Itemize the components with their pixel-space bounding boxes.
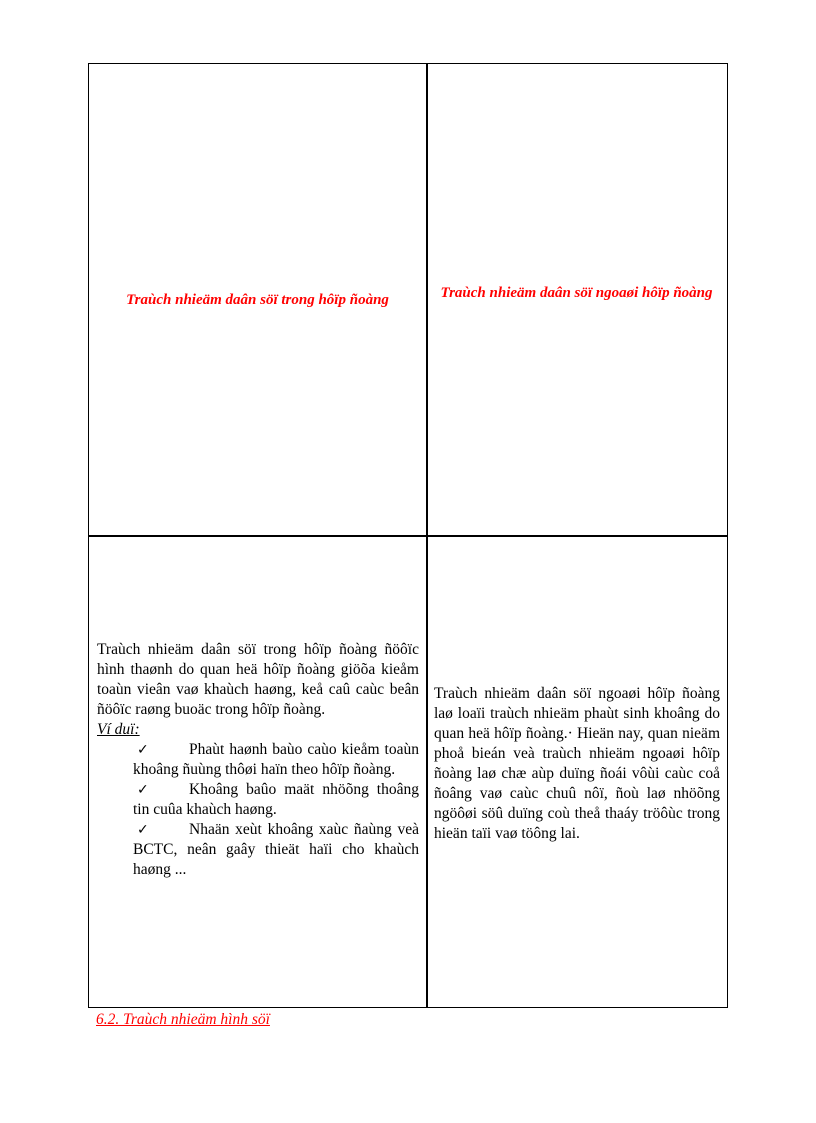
list-item-text: Phaùt haønh baùo caùo kieåm toaùn khoâng ñuùng thôøi haïn theo hôïp ñoàng. [133, 741, 419, 778]
list-item [133, 820, 419, 880]
header-cell-right [439, 64, 714, 535]
table-row-divider [89, 535, 727, 537]
list-item [133, 780, 419, 820]
list-item-text: Nhaän xeùt khoâng xaùc ñaùng veà BCTC, neân gaây thieät haïi cho khaùch haøng ... [133, 821, 419, 878]
section-heading-link[interactable]: 6.2. Traùch nhieäm hình söï [96, 1011, 270, 1028]
checkmark-icon: ✓ [137, 782, 149, 798]
left-body-paragraph: Traùch nhieäm daân söï trong hôïp ñoàng ñöôïc hình thaønh do quan heä hôïp ñoàng giöõa kieåm toaùn vieân vaø khaùch haøng, keå caû caùc beân ñöôïc raøng buoäc trong hôïp ñoàng. [97, 641, 419, 718]
list-item-text: Khoâng baûo maät nhöõng thoâng tin cuûa khaùch haøng. [133, 781, 419, 818]
example-list [97, 740, 419, 880]
body-cell-left [97, 640, 419, 880]
list-item [133, 740, 419, 780]
header-cell-left [103, 64, 412, 535]
body-cell-right [434, 684, 720, 844]
checkmark-icon: ✓ [137, 822, 149, 838]
example-label: Ví duï: [97, 721, 140, 738]
comparison-table [88, 63, 728, 1008]
header-left-title: Traùch nhieäm daân söï trong hôïp ñoàng [126, 292, 389, 308]
header-right-title: Traùch nhieäm daân söï ngoaøi hôïp ñoàng [440, 285, 713, 301]
checkmark-icon: ✓ [137, 742, 149, 758]
right-body-paragraph: Traùch nhieäm daân söï ngoaøi hôïp ñoàng laø loaïi traùch nhieäm phaùt sinh khoâng do quan heä hôïp ñoàng.· Hieän nay, quan nieäm phoå bieán veà traùch nhieäm ngoaøi hôïp ñoàng laø chæ aùp duïng ñoái vôùi caùc coå ñoâng vaø caùc chuû nôï, ñoù laø nhöõng ngöôøi söû duïng coù theå thaáy tröôùc trong hieän taïi vaø töông lai. [434, 685, 720, 842]
